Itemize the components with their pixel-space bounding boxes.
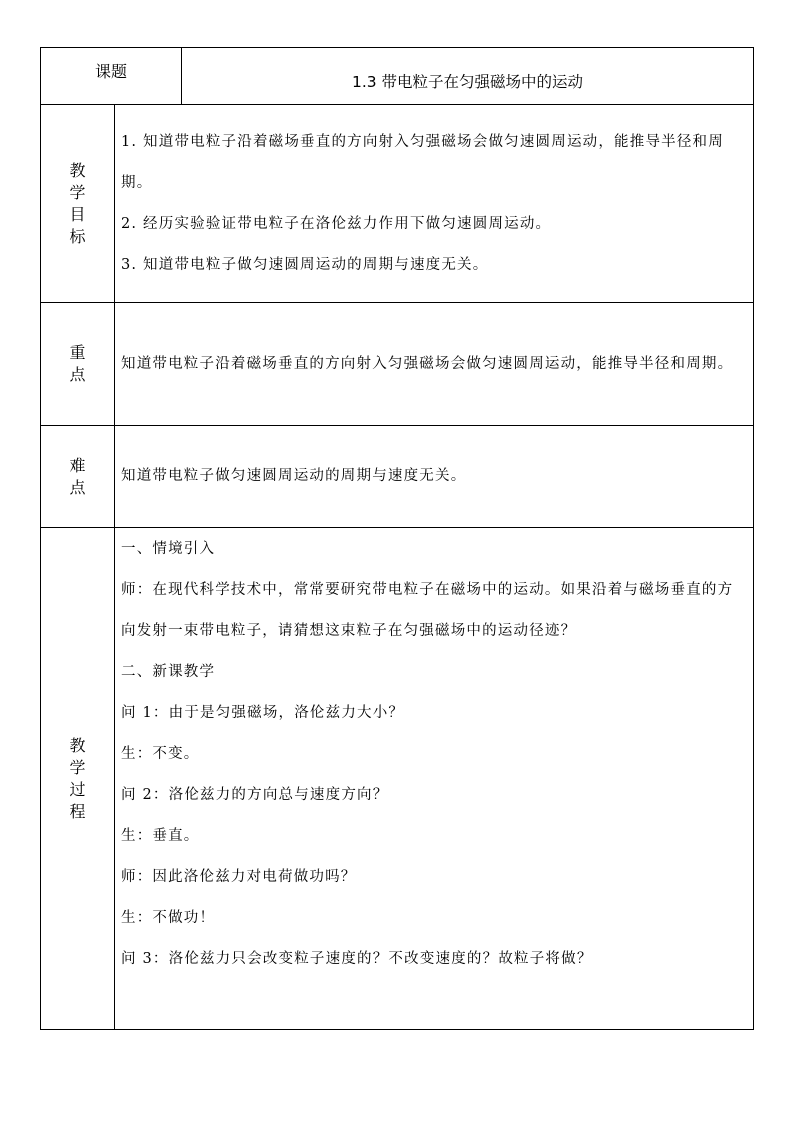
title-cell <box>41 48 754 105</box>
difficulties-text-block <box>115 456 753 497</box>
key-points-label: 重点 <box>69 343 86 384</box>
goals-row <box>41 105 754 303</box>
process-line: 二、新课教学 <box>121 664 216 680</box>
difficulties-row <box>41 426 754 528</box>
process-line: 师：在现代科学技术中，常常要研究带电粒子在磁场中的运动。如果沿着与磁场垂直的方向发射一束带电粒子，请猜想这束粒子在匀强磁场中的运动径迹？ <box>121 582 734 639</box>
process-line: 生：不变。 <box>121 746 200 762</box>
goal-item: 3. 知道带电粒子做匀速圆周运动的周期与速度无关。 <box>121 256 489 273</box>
process-line: 问 3：洛伦兹力只会改变粒子速度的？不改变速度的？故粒子将做？ <box>121 951 593 967</box>
process-line: 生：不做功！ <box>121 910 216 926</box>
title-row <box>41 48 754 105</box>
key-points-label-cell <box>41 303 115 426</box>
lesson-plan-table <box>40 47 754 1030</box>
goals-label: 教学目标 <box>69 160 86 246</box>
process-line: 问 1：由于是匀强磁场，洛伦兹力大小？ <box>121 705 405 721</box>
process-line: 师：因此洛伦兹力对电荷做功吗？ <box>121 869 357 885</box>
key-points-text: 知道带电粒子沿着磁场垂直的方向射入匀强磁场会做匀速圆周运动，能推导半径和周期。 <box>121 355 734 372</box>
process-label-cell <box>41 528 115 1030</box>
process-line: 一、情境引入 <box>121 541 216 557</box>
process-text-block <box>115 528 753 980</box>
key-points-content-cell <box>115 303 754 426</box>
goals-label-cell <box>41 105 115 303</box>
goals-list <box>115 122 753 286</box>
difficulties-content-cell <box>115 426 754 528</box>
goal-item: 1. 知道带电粒子沿着磁场垂直的方向射入匀强磁场会做匀速圆周运动，能推导半径和周期。 <box>121 133 724 191</box>
goal-item: 2. 经历实验验证带电粒子在洛伦兹力作用下做匀速圆周运动。 <box>121 215 552 232</box>
process-label: 教学过程 <box>69 735 86 821</box>
key-points-text-block <box>115 344 753 385</box>
topic-label: 课题 <box>41 48 182 104</box>
key-points-row <box>41 303 754 426</box>
difficulties-text: 知道带电粒子做匀速圆周运动的周期与速度无关。 <box>121 468 467 484</box>
difficulties-label: 难点 <box>69 455 86 497</box>
difficulties-label-cell <box>41 426 115 528</box>
goals-content-cell <box>115 105 754 303</box>
process-content-cell <box>115 528 754 1030</box>
process-line: 问 2：洛伦兹力的方向总与速度方向？ <box>121 787 389 803</box>
process-line: 生：垂直。 <box>121 828 200 844</box>
process-row <box>41 528 754 1030</box>
lesson-title: 1.3 带电粒子在匀强磁场中的运动 <box>351 73 584 91</box>
